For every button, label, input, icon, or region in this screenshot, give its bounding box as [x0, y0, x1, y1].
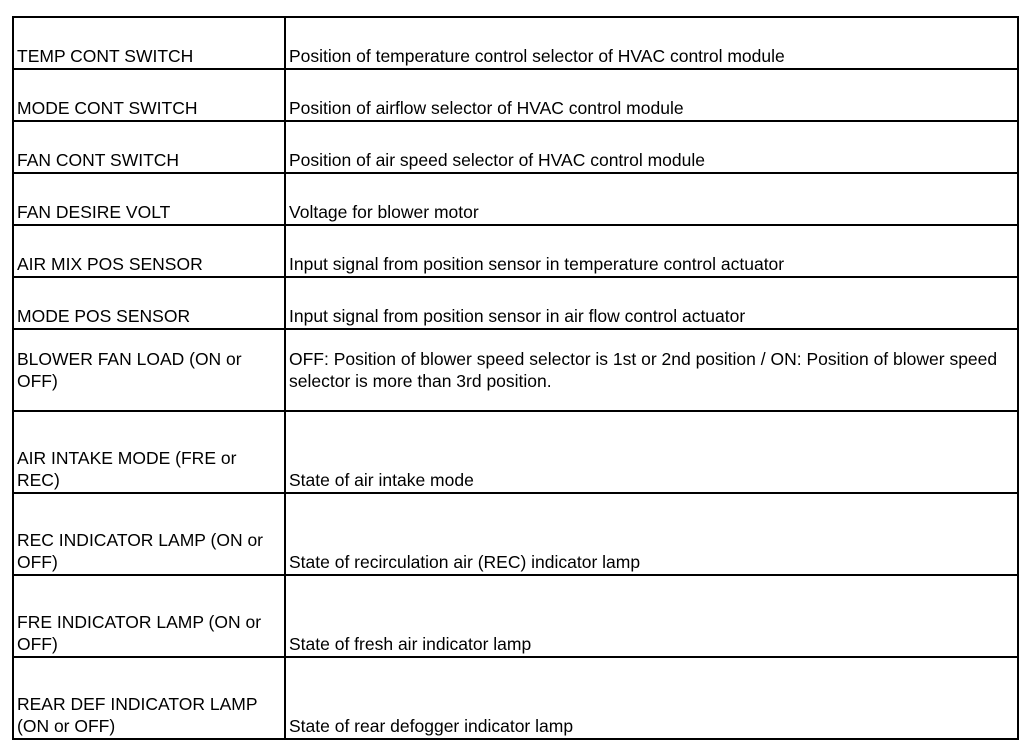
item-name-cell: FRE INDICATOR LAMP (ON or OFF): [13, 575, 285, 657]
item-description-cell: State of recirculation air (REC) indicator lamp: [285, 493, 1018, 575]
item-description-cell: State of fresh air indicator lamp: [285, 575, 1018, 657]
table-row: [13, 225, 1018, 277]
item-name-cell: REAR DEF INDICATOR LAMP (ON or OFF): [13, 657, 285, 739]
item-name-cell: BLOWER FAN LOAD (ON or OFF): [13, 329, 285, 411]
item-description-cell: State of rear defogger indicator lamp: [285, 657, 1018, 739]
item-name-cell: TEMP CONT SWITCH: [13, 17, 285, 69]
table-row: [13, 69, 1018, 121]
item-name-cell: FAN CONT SWITCH: [13, 121, 285, 173]
item-description-cell: Position of temperature control selector of HVAC control module: [285, 17, 1018, 69]
hvac-data-monitor-table: [12, 16, 1019, 740]
table-row: [13, 575, 1018, 657]
table-row: [13, 657, 1018, 739]
item-description-cell: Voltage for blower motor: [285, 173, 1018, 225]
item-name-cell: REC INDICATOR LAMP (ON or OFF): [13, 493, 285, 575]
item-description-cell: Input signal from position sensor in temperature control actuator: [285, 225, 1018, 277]
item-name-cell: AIR INTAKE MODE (FRE or REC): [13, 411, 285, 493]
table-row: [13, 411, 1018, 493]
item-description-cell: OFF: Position of blower speed selector is 1st or 2nd position / ON: Position of blower speed selector is more than 3rd position.: [285, 329, 1018, 411]
item-description-cell: Position of airflow selector of HVAC control module: [285, 69, 1018, 121]
table-row: [13, 329, 1018, 411]
table-row: [13, 277, 1018, 329]
item-name-cell: MODE CONT SWITCH: [13, 69, 285, 121]
table-row: [13, 173, 1018, 225]
item-description-cell: State of air intake mode: [285, 411, 1018, 493]
table-row: [13, 121, 1018, 173]
item-description-cell: Input signal from position sensor in air flow control actuator: [285, 277, 1018, 329]
table-row: [13, 17, 1018, 69]
item-description-cell: Position of air speed selector of HVAC control module: [285, 121, 1018, 173]
item-name-cell: MODE POS SENSOR: [13, 277, 285, 329]
table-row: [13, 493, 1018, 575]
item-name-cell: AIR MIX POS SENSOR: [13, 225, 285, 277]
item-name-cell: FAN DESIRE VOLT: [13, 173, 285, 225]
